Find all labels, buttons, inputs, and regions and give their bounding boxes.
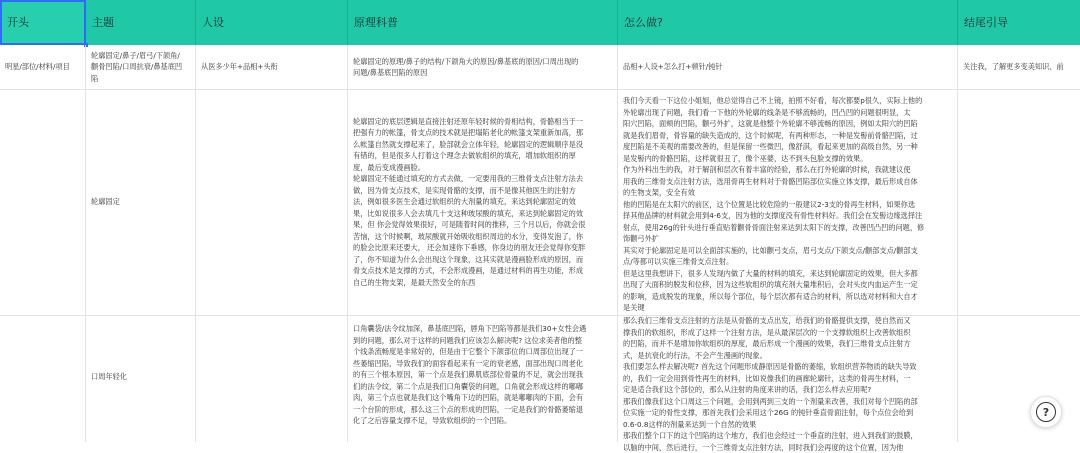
- cell-text-line: 轮廓固定不能通过填充的方式去做，一定要用我的三维骨支点注射方法去: [353, 173, 585, 185]
- cell-text-line: 有错的，但是很多人打着这个理念去做软组织的填充，增加软组织的厚: [353, 150, 585, 162]
- table-cell[interactable]: [0, 89, 86, 315]
- cell-text-line: 度，最后变成漫画脸。: [353, 162, 585, 174]
- cell-text-line: 式，是抗衰化的行法，不会产生漫画的现象。: [623, 350, 952, 362]
- table-cell[interactable]: [86, 45, 196, 89]
- cell-text-line: 些萎缩凹陷，导致我们的面容看起来有一定的衰老感，面部出现口周老化: [353, 358, 612, 370]
- cell-text-line: 用我的三维骨支点注射方法，选用骨再生材料对于骨骼凹陷部位实施立体支撑，最后形成自体: [623, 176, 952, 188]
- cell-text-line: 的脸会比原来还要大， 还会加速你下垂感，你身边的朋友还会觉得你变胖: [353, 242, 585, 254]
- cell-text-line: 那我们整个口下的这个凹陷的这个地方，我们也会经过一个垂直的注射，进入到我们的鼓膜，: [623, 430, 952, 442]
- cell-text-line: 出现了大面积的脱发和位移，因为这些软组织的填充剂大量堆积后，会对头皮内血运产生一定: [623, 279, 952, 291]
- cell-text-line: 颧骨凹陷/口周抗衰/鼻基底凹: [91, 61, 182, 73]
- cell-text-line: 饰颧弓外扩: [623, 233, 952, 245]
- cell-text-line: 口角囊袋/法令纹加深，鼻基底凹陷，唇角下凹陷等都是我们30+女性会遇: [353, 323, 612, 335]
- cell-text-line: 度凹陷是不美观的需要改善的，但是保留一些微凹，像舒淇，看起来更加的高级自然，另一种: [623, 141, 952, 153]
- table-row: [0, 45, 1080, 90]
- cell-text-line: 么帐篷自然就支撑起来了，脸部就会立体年轻，轮廓固定的逻辑顺序是没: [353, 139, 585, 151]
- header-cell-howto[interactable]: 怎么做?: [618, 0, 958, 45]
- cell-text-line: 是关键: [623, 302, 952, 314]
- cell-text-line: 的有三个根本原因，第一个点是我们鼻肌底部位骨量的不足，就会出现我: [353, 369, 612, 381]
- cell-text-line: 问题/鼻基底凹陷的原因: [353, 67, 578, 79]
- cell-text-line: 果，比如说很多人会去填几十支这种玻尿酸的填充，来达到轮廓固定的效: [353, 208, 585, 220]
- cell-text-line: 化了之后容量支撑不足，导致软组织的一个凹陷。: [353, 415, 612, 427]
- table-cell[interactable]: [196, 89, 348, 315]
- cell-text-line: 以脑的中间，然后进行，一个三维骨支点注射方法，同时我们会再度的这个位置，因为他: [623, 442, 952, 453]
- cell-text-line: 了，你不知道为什么会出现这个现象，这其实就是漫画脸形成的原因，而: [353, 254, 585, 266]
- cell-text-line: 阳穴凹陷，面颊的凹陷，颧弓外扩，这就是他整个外轮廓不够流畅的原因，例如太阳穴的凹陷: [623, 118, 952, 130]
- cell-text-line: 位实施一定的骨性支撑，那首先我们会采用这个26G 的钝针垂直骨面注射，每个点位会给到: [623, 407, 952, 419]
- cell-text-line: 一个台阶的形成，那么这三个点的形成的凹陷，一定是我们的骨骼萎缩退: [353, 404, 612, 416]
- cell-text-line: 个线条流畅度是非常好的，但是由于它整个下颌部位的口周部位出现了一: [353, 346, 612, 358]
- table-cell[interactable]: [348, 89, 618, 315]
- cell-text-line: 自己的生物支架，是最天然安全的东西: [353, 277, 585, 289]
- cell-text-line: 轮廓固定的原理/鼻子的结构/下颌角大的原因/鼻基底的原因/口周出现的: [353, 56, 578, 68]
- table-cell[interactable]: [618, 315, 958, 442]
- cell-text-line: 的影响，造成脱发的现象，所以每个部位，每个层次都有适合的材料，所以选对材料和大自才: [623, 291, 952, 303]
- cell-text-line: 果，但 你会觉得效果很好，可是随着时间的推移，三个月以后，你就会很: [353, 219, 585, 231]
- header-cell-principle[interactable]: 原理科普: [348, 0, 618, 45]
- cell-text-line: 作为外科出生的我，对于解剖和层次有着丰富的经验，那么在打外轮廓的时候，我就建议使: [623, 164, 952, 176]
- table-cell[interactable]: 关注我，了解更多变美知识、前: [958, 45, 1080, 89]
- cell-text-line: 苦恼，这个时候啊，玻尿酸就开始吸收组织周边的水分，变得发泡了，你: [353, 231, 585, 243]
- cell-text-line: 的生物支架，安全有效: [623, 187, 952, 199]
- cell-text-line: 射点，使用26g的针头进行垂直贴着颧骨骨面注射来达到太阳下的支撑，改善凹凸凹的问题，修: [623, 222, 952, 234]
- header-cell-persona[interactable]: 人设: [196, 0, 348, 45]
- table-row: [0, 315, 1080, 442]
- table-cell[interactable]: 从医多少年+品相+头衔: [196, 45, 348, 89]
- table-cell[interactable]: [348, 45, 618, 89]
- cell-text-line: 骨支点技术是支撑的方式，不会形成漫画，是通过材料的再生功能，形成: [353, 265, 585, 277]
- table-row: [0, 89, 1080, 316]
- header-row: [0, 0, 1080, 45]
- cell-text-line: 轮廓固定的底层逻辑是直接注射还原年轻时候的骨相结构，骨骼相当于一: [353, 116, 585, 128]
- cell-text-line: 择其他品牌的材料就会用到4-6支，因为他的支撑度没有骨性材料好。我们会在发髻边缘选择注: [623, 210, 952, 222]
- cell-text-line: 做，因为骨支点技术，是实现骨骼的支撑，而不是像其他医生的注射方: [353, 185, 585, 197]
- cell-text-line: 那我们像我们这个口周这三个问题，会用到两到三支的一个剂量来改善，我们对每个凹陷的部: [623, 396, 952, 408]
- cell-text-line: 我们要怎么样去解决呢? 首先这个问题形成静原因是骨骼的萎缩，软组织营养物质的缺失导致: [623, 361, 952, 373]
- cell-text-line: 肉，第三个点也就是我们这个嘴角下边的凹陷，就是嘟嘟肉的下面，会有: [353, 392, 612, 404]
- help-button[interactable]: [1030, 396, 1062, 428]
- cell-text-line: 撑我们的软组织，形成了这样一个注射方法，是从最深层次的一个支撑软组织上改善软组织: [623, 327, 952, 339]
- cell-text-line: 陷: [91, 73, 182, 85]
- cell-text-line: 定是适合我们这个部位的，那么从注射的角度来讲的话，我们怎么样去应用呢?: [623, 384, 952, 396]
- table-cell[interactable]: [0, 315, 86, 442]
- cell-text-line: 到的问题，那么对于这样的问题我们应该怎么解决呢? 这位求美者他的整: [353, 335, 612, 347]
- cell-text-line: 把强有力的帐篷，骨支点的技术就是把塌陷老化的帐篷支架重新加高，那: [353, 127, 585, 139]
- cell-text-line: 的凹陷，而并不是增加你软组织的厚度，最后形成一个漫画的效果，我们三维骨支点注射方: [623, 338, 952, 350]
- cell-text-line: 的，我们一定会用到骨性再生的材料，比如说像我们的画廊轮廓针，这类的骨再生材料，一: [623, 373, 952, 385]
- table-cell[interactable]: 明星/部位/材料/项目: [0, 45, 86, 89]
- table-cell[interactable]: [618, 89, 958, 315]
- cell-text-line: 但是这里我想讲下，很多人发现内做了大量的材料的填充，来达到轮廓固定的效果，但大多都: [623, 268, 952, 280]
- table-cell[interactable]: 口周年轻化: [86, 315, 196, 442]
- table-cell[interactable]: [196, 315, 348, 442]
- cell-text-line: 们的法令纹，第二个点是我们口角囊袋的问题，口角就会形成这样的嘟嘟: [353, 381, 612, 393]
- cell-text-line: 我们今天看一下这位小姐姐，他总觉得自己不上镜，拍照不好看，每次都要p很久，实际上他的: [623, 95, 952, 107]
- table-cell[interactable]: [958, 89, 1080, 315]
- cell-text-line: 外轮廓出现了问题，我们看一下他的外轮廓的线条是不够流畅的，凹凸凹的问题很明显，太: [623, 107, 952, 119]
- header-cell-topic[interactable]: 主题: [86, 0, 196, 45]
- cell-text-line: 点/等都可以实施三维骨支点注射。: [623, 256, 952, 268]
- table-cell[interactable]: [348, 315, 618, 442]
- table-cell[interactable]: [958, 315, 1080, 442]
- header-cell-opening[interactable]: 开头: [0, 0, 86, 45]
- table-cell[interactable]: 轮廓固定: [86, 89, 196, 315]
- cell-text-line: 其实对于轮廓固定是可以全面部实施的，比如颧弓支点，眉弓支点/下颌支点/颧部支点/颧部支: [623, 245, 952, 257]
- cell-text-line: 法，例如很多医生会通过软组织的大剂量的填充，来达到轮廓固定的效: [353, 196, 585, 208]
- question-mark-icon: ?: [1036, 402, 1056, 422]
- table-cell[interactable]: 品相+人设+怎么打+顿针/钝针: [618, 45, 958, 89]
- cell-text-line: 0.6-0.8这样的剂量来达到一个自然的效果: [623, 419, 952, 431]
- cell-text-line: 就是我们眉骨，骨容量的缺失造成的，这个时候呢，有两种形态，一种是发髻前骨骼凹陷，过: [623, 130, 952, 142]
- cell-text-line: 他的凹陷是在太阳穴的前区，这个位置是比较危险的一般建议2-3支的骨再生材料，如果你选: [623, 199, 952, 211]
- cell-text-line: 那么我们三维骨支点注射的方法是从骨骼的支点出发，给我们的骨骼提供支撑，使自然而又: [623, 315, 952, 327]
- cell-text-line: 是发髻内的骨骼凹陷，这样就很丑了，像个巫婆，达不到头包脸支撑的效果。: [623, 153, 952, 165]
- header-cell-ending[interactable]: 结尾引导: [958, 0, 1080, 45]
- cell-text-line: 轮廓固定/鼻子/眉弓/下颌角/: [91, 50, 182, 62]
